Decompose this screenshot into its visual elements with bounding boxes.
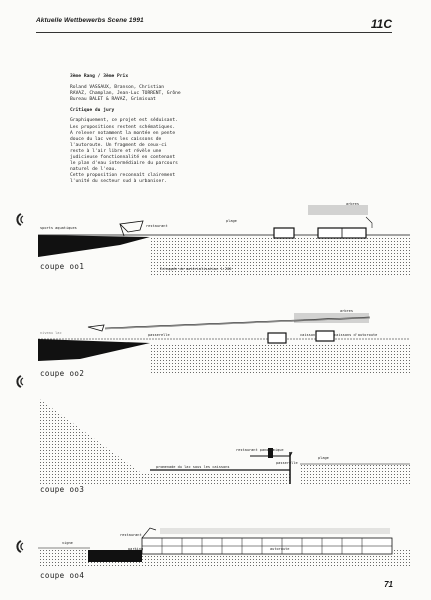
page-number: 71 [384,580,393,589]
critique-title: Critique du jury [70,108,115,114]
section-label-3: coupe oo3 [40,485,85,494]
note-plage: plage [226,219,237,223]
tree-canopy [308,205,368,215]
critique-line: le plan d'eau intermédiaire du parcours [70,161,178,167]
caisson [268,333,286,343]
binder-hole-icon [14,375,24,388]
note-vigne: vigne [62,541,73,545]
hill-fill [38,398,290,484]
caisson [316,331,334,341]
authors-block [70,85,230,103]
note-bassin: caissons d'autoroute [334,333,378,337]
critique-line: Cette proposition reconnaît clairement [70,173,176,179]
tree-canopy [294,313,369,323]
critique-line: l'unité du secteur sud à urbaniser. [70,179,167,185]
journal-header-title: Aktuelle Wettbewerbs Scene 1991 [36,17,144,24]
rank-title: 3ème Rang / 3ème Prix [70,74,129,79]
author-line: Bureau BALET & RAVAZ, Grimisuat [70,97,156,103]
jury-text-block [70,74,230,186]
critique-line: judicieuse fonctionnalité en contenant [70,155,176,161]
section-drawing-1 [0,195,431,285]
critique-line: naturel de l'eau. [70,167,118,173]
critique-line: reste à l'air libre et révèle une [70,148,162,154]
lake-section [38,235,150,257]
note-arbres: arbres [346,202,359,206]
note-sports: sports aquatiques [40,226,77,230]
section-drawing-2 [0,305,431,375]
note-caisson: caisson [300,333,316,337]
critique-line: A relever notamment la montée en pente [70,130,176,136]
critique-line: douce du lac vers les caissons de [70,136,162,142]
note-restaurant-pano: restaurant panoramique [236,448,284,452]
parking-block [88,550,142,562]
section-label-1: coupe oo1 [40,262,85,271]
note-arbres-2: arbres [340,309,353,313]
header-rule [36,32,392,33]
ground-fill [300,464,410,484]
lake-section [38,339,150,361]
note-parking-4: parking [128,547,144,551]
section-label-4: coupe oo4 [40,571,85,580]
caisson [274,228,294,238]
author-line: Roland VASSAUX, Branson, Christian [70,85,165,91]
note-plage-3: plage [318,456,329,460]
note-restaurant-4: restaurant [120,533,142,537]
note-restaurant: restaurant [146,224,168,228]
note-lac: niveau lac [40,331,62,335]
ground-fill [150,343,410,375]
note-parking-3: promenade du lac sous les caissons [156,465,230,469]
critique-line: l'autoroute. Un fragment de ceux-ci [70,142,167,148]
section-label-2: coupe oo2 [40,369,85,378]
note-passerelle: passerelle [148,333,170,337]
critique-line: Graphiquement, ce projet est séduisant. [70,118,178,124]
section-drawing-4 [0,522,431,572]
critique-body [70,118,230,185]
scale-note: Echappée de matérialisation 1:200 [160,267,232,271]
critique-line: Les propositions restent schématiques. [70,124,176,130]
author-line: RAVAZ, Champlan, Jean-Luc TORRENT, Grône [70,91,181,97]
section-drawing-3 [0,392,431,492]
page-code: 11C [370,17,392,31]
note-autoroute: autoroute [270,547,290,551]
note-passerelle-3: passerelle [276,461,298,465]
